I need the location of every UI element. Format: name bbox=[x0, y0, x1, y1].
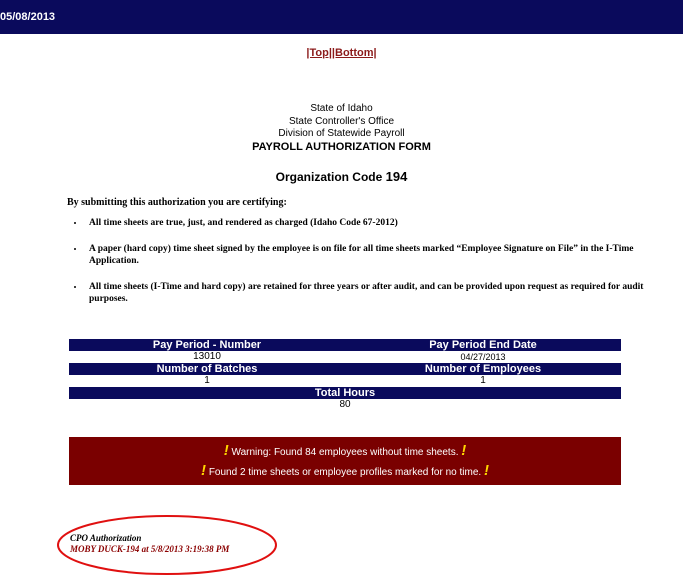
highlight-ellipse bbox=[58, 516, 276, 574]
payroll-summary-table bbox=[69, 339, 621, 411]
cpo-signer: MOBY DUCK-194 at 5/8/2013 3:19:38 PM bbox=[70, 544, 230, 554]
highlight-circle bbox=[55, 513, 279, 577]
warning-line bbox=[69, 462, 621, 479]
warning-text: Found 2 time sheets or employee profiles marked for no time. bbox=[208, 467, 482, 478]
org-code-value: 194 bbox=[385, 169, 408, 184]
warning-panel bbox=[69, 437, 621, 485]
pay-period-value: 13010 bbox=[69, 351, 345, 363]
warning-icon: ! bbox=[461, 442, 467, 459]
end-date-value: 04/27/2013 bbox=[345, 351, 621, 363]
top-banner bbox=[0, 0, 683, 34]
form-title: PAYROLL AUTHORIZATION FORM bbox=[252, 140, 431, 153]
org-code-label: Organization Code bbox=[275, 170, 383, 184]
certification-item: • A paper (hard copy) time sheet signed by the employee is on file for all time sheets marked “Employee Signature on File” in the I-Time Application. bbox=[85, 243, 645, 267]
certification-item: • All time sheets are true, just, and rendered as charged (Idaho Code 67-2012) bbox=[85, 217, 645, 229]
state-name: State of Idaho bbox=[310, 103, 373, 114]
top-link[interactable]: |Top| bbox=[306, 47, 332, 59]
report-date: 05/08/2013 bbox=[0, 11, 56, 23]
certification-list bbox=[69, 217, 645, 319]
batches-value: 1 bbox=[69, 375, 345, 387]
organization-code bbox=[0, 169, 683, 184]
warning-text: Warning: Found 84 employees without time sheets. bbox=[231, 447, 459, 458]
certification-item: • All time sheets (I-Time and hard copy) are retained for three years or after audit, and can be provided upon request as required for audit purposes. bbox=[85, 281, 645, 305]
total-hours-value: 80 bbox=[69, 399, 621, 411]
employees-value: 1 bbox=[345, 375, 621, 387]
division-name: Division of Statewide Payroll bbox=[278, 128, 405, 139]
warning-icon: ! bbox=[223, 442, 229, 459]
end-date-header: Pay Period End Date bbox=[345, 339, 621, 351]
warning-icon: ! bbox=[483, 462, 489, 479]
warning-icon: ! bbox=[201, 462, 207, 479]
employees-header: Number of Employees bbox=[345, 363, 621, 375]
office-name: State Controller's Office bbox=[288, 115, 395, 127]
bottom-link[interactable]: |Bottom| bbox=[331, 47, 377, 59]
batches-header: Number of Batches bbox=[69, 363, 345, 375]
total-hours-header: Total Hours bbox=[69, 387, 621, 399]
page-navigation bbox=[0, 47, 683, 59]
form-header bbox=[0, 103, 683, 153]
warning-line bbox=[69, 442, 621, 459]
certify-intro: By submitting this authorization you are certifying: bbox=[67, 197, 287, 208]
pay-period-header: Pay Period - Number bbox=[69, 339, 345, 351]
cpo-title: CPO Authorization bbox=[70, 533, 142, 543]
